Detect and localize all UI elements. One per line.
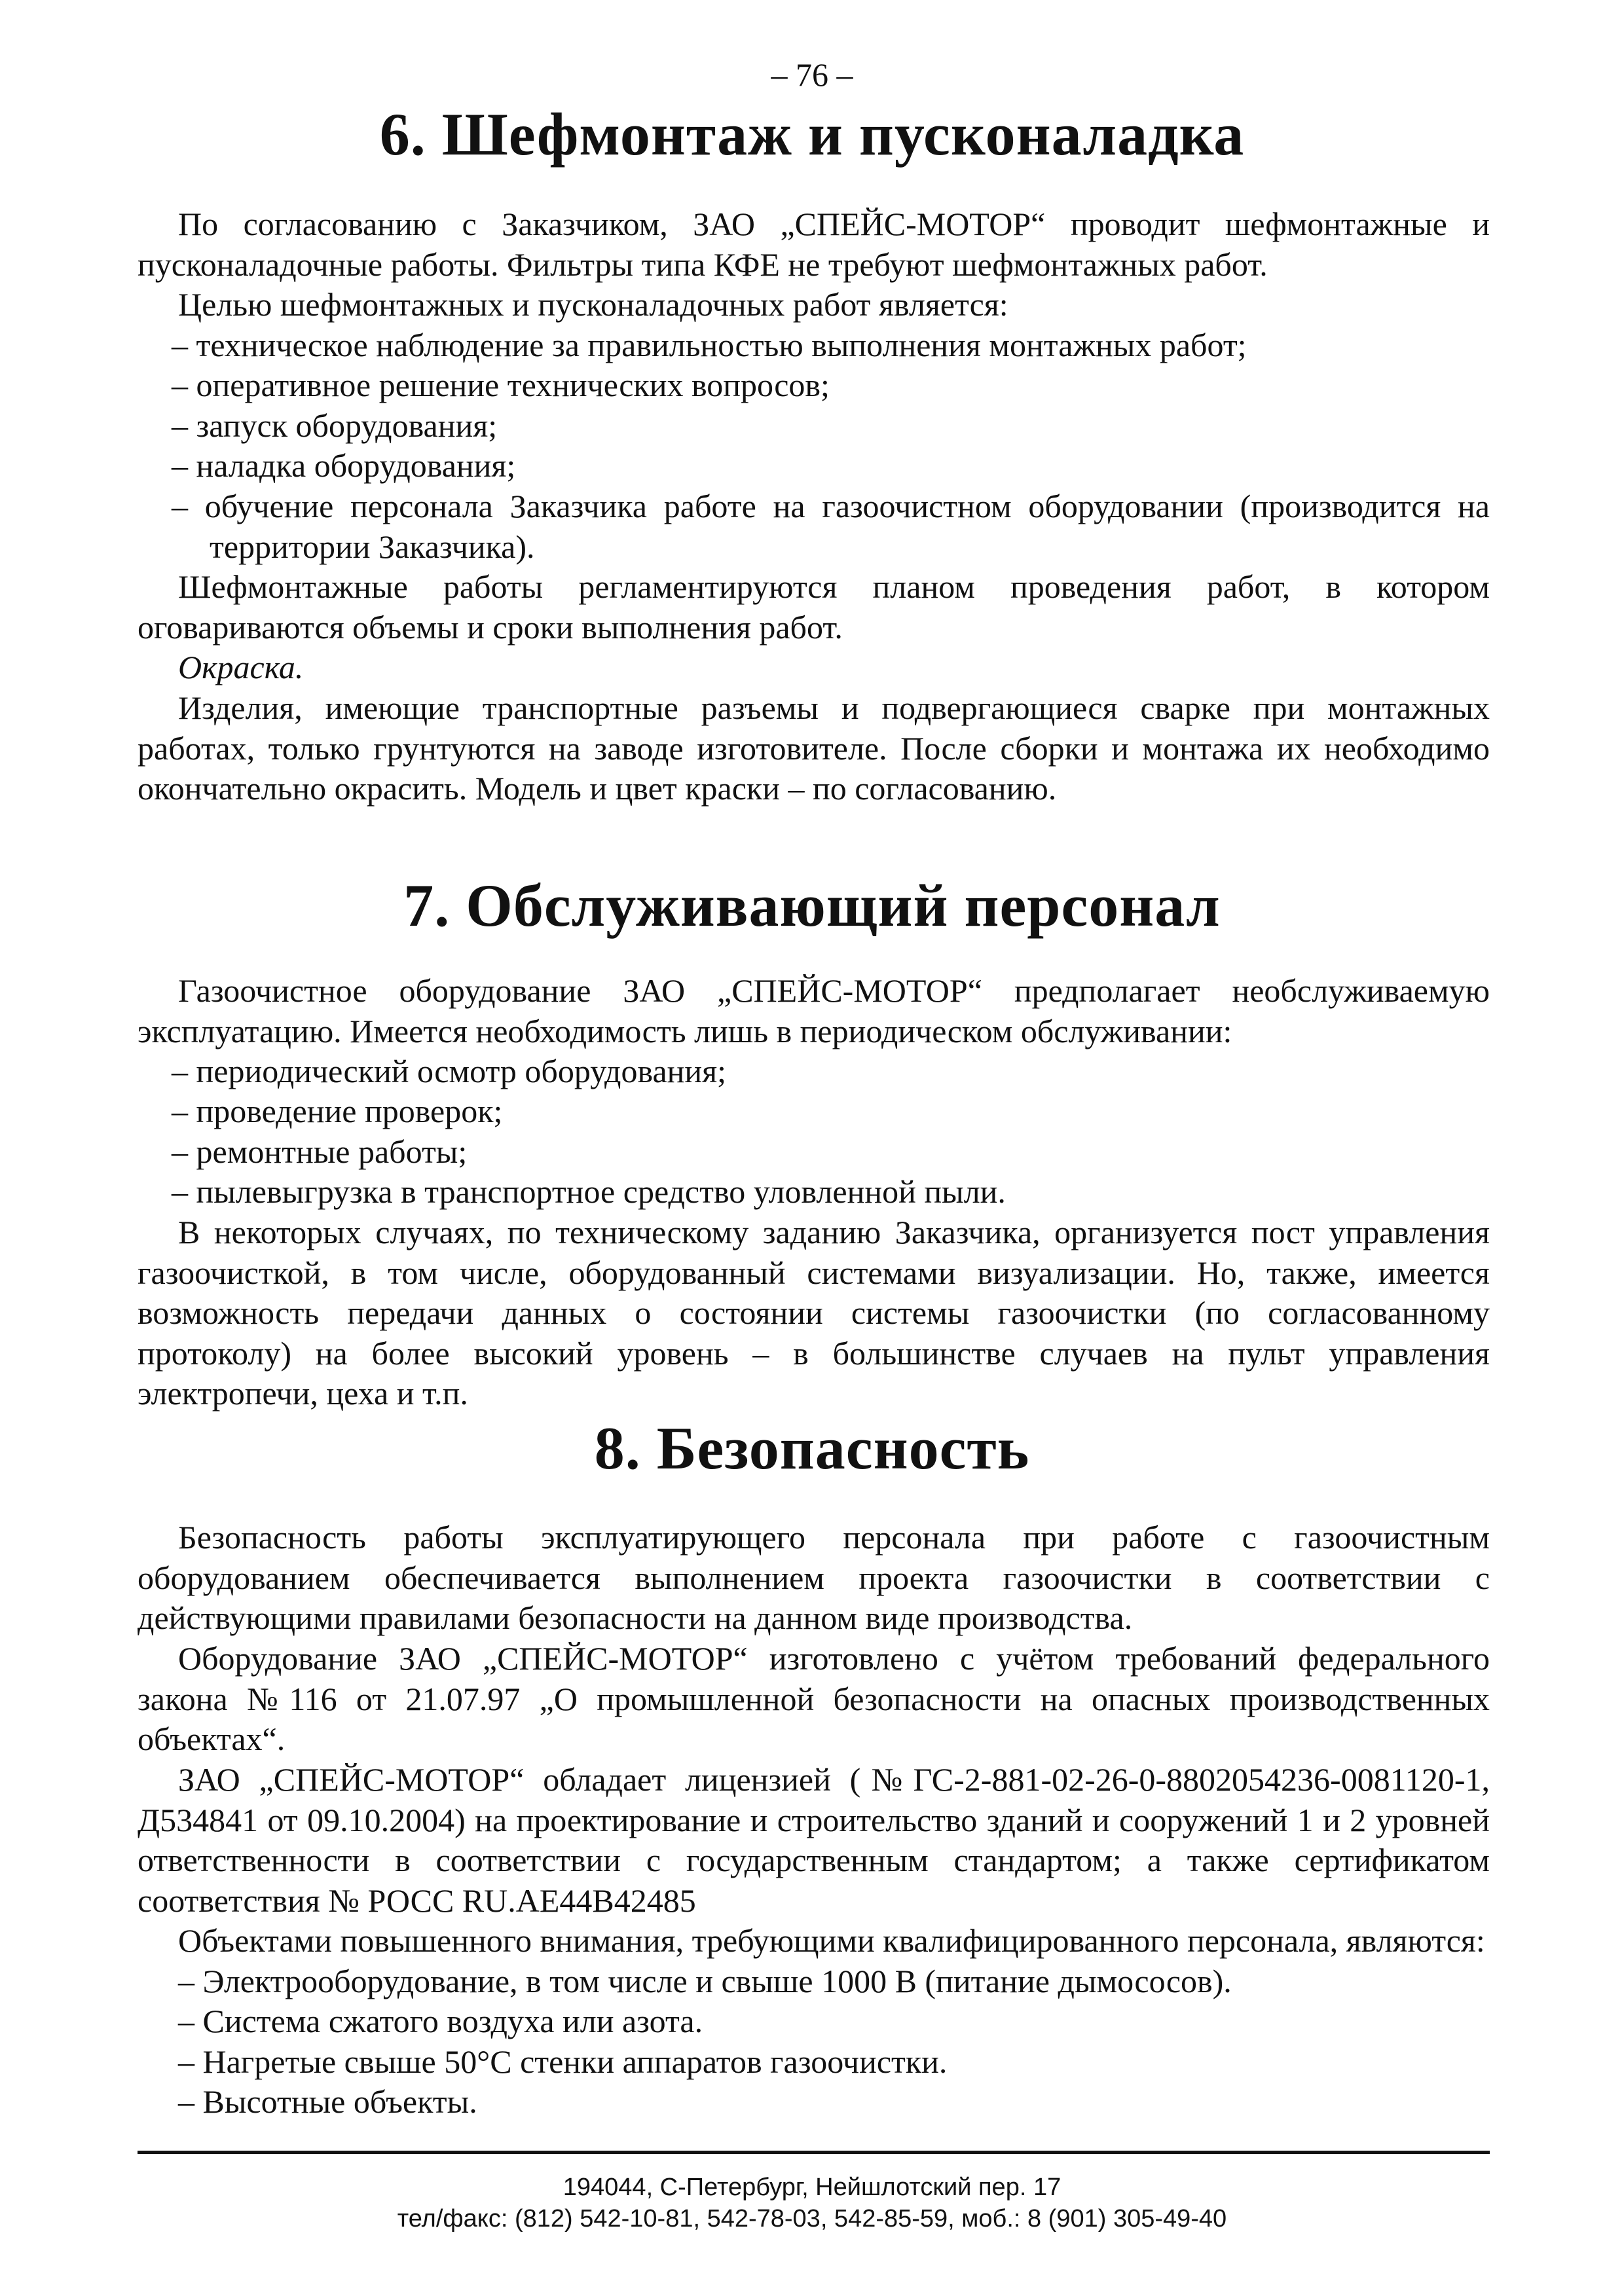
page-number: – 76 – xyxy=(771,56,853,93)
section-6-paragraph-3: Шефмонтажные работы регламентируются планом проведения работ, в котором оговариваются объемы и сроки выполнения работ. xyxy=(138,568,1490,646)
section-7-paragraph-1: Газоочистное оборудование ЗАО „СПЕЙС-МОТОР“ предполагает необслуживаемую эксплуатацию. Имеется необходимость лишь в периодическом обслуживании: xyxy=(138,972,1490,1049)
section-6-paragraph-1: По согласованию с Заказчиком, ЗАО „СПЕЙС-МОТОР“ проводит шефмонтажные и пусконаладочные работы. Фильтры типа КФЕ не требуют шефмонтажных работ. xyxy=(138,206,1490,283)
section-8-list-item: – Система сжатого воздуха или азота. xyxy=(178,2003,703,2039)
section-8-list-item: – Высотные объекты. xyxy=(178,2083,477,2120)
section-8-paragraph-4: Объектами повышенного внимания, требующими квалифицированного персонала, являются: xyxy=(178,1922,1485,1959)
section-6-paragraph-2: Целью шефмонтажных и пусконаладочных работ является: xyxy=(178,286,1008,323)
section-6-paragraph-4: Изделия, имеющие транспортные разъемы и подвергающиеся сварке при монтажных работах, только грунтуются на заводе изготовителе. После сборки и монтажа их необходимо окончательно окрасить. Модель и цвет краски – по согласованию. xyxy=(138,689,1490,807)
section-8-paragraph-3: ЗАО „СПЕЙС-МОТОР“ обладает лицензией (№ГС-2-881-02-26-0-8802054236-0081120-1, Д534841 от 09.10.2004) на проектирование и строительство зданий и сооружений 1 и 2 уровней ответственности в соответствии с государственным стандартом; а также сертификатом соответствия № РОСС RU.AE44B42485 xyxy=(138,1761,1490,1919)
section-8-heading: 8. Безопасность xyxy=(594,1415,1030,1482)
section-7-list-item: – периодический осмотр оборудования; xyxy=(172,1053,727,1089)
section-6-subheading: Окраска. xyxy=(178,649,304,685)
section-8-list-item: – Нагретые свыше 50°С стенки аппаратов газоочистки. xyxy=(178,2043,948,2080)
section-6-heading: 6. Шефмонтаж и пусконаладка xyxy=(379,101,1245,168)
section-7-list-item: – пылевыгрузка в транспортное средство уловленной пыли. xyxy=(172,1173,1006,1210)
section-7-heading: 7. Обслуживающий персонал xyxy=(403,872,1221,939)
section-7-list-item: – ремонтные работы; xyxy=(172,1133,468,1170)
section-6-list-item: – наладка оборудования; xyxy=(172,447,516,484)
section-6-list-item: – техническое наблюдение за правильностью выполнения монтажных работ; xyxy=(172,327,1247,363)
footer-divider xyxy=(138,2151,1490,2154)
section-6-list-item: – обучение персонала Заказчика работе на газоочистном оборудовании (производится на территории Заказчика). xyxy=(172,488,1490,565)
section-8-paragraph-2: Оборудование ЗАО „СПЕЙС-МОТОР“ изготовлено с учётом требований федерального закона №116 от 21.07.97 „О промышленной безопасности на опасных производственных объектах“. xyxy=(138,1640,1490,1757)
section-6-list-item: – оперативное решение технических вопросов; xyxy=(172,367,830,403)
section-8-paragraph-1: Безопасность работы эксплуатирующего персонала при работе с газоочистным оборудованием обеспечивается выполнением проекта газоочистки в соответствии с действующими правилами безопасности на данном виде производства. xyxy=(138,1519,1490,1636)
section-7-paragraph-2: В некоторых случаях, по техническому заданию Заказчика, организуется пост управления газоочисткой, в том числе, оборудованный системами визуализации. Но, также, имеется возможность передачи данных о состоянии системы газоочистки (по согласованному протоколу) на более высокий уровень – в большинстве случаев на пульт управления электропечи, цеха и т.п. xyxy=(138,1214,1490,1412)
footer-address: 194044, С-Петербург, Нейшлотский пер. 17 xyxy=(563,2174,1061,2201)
section-8-list-item: – Электрооборудование, в том числе и свыше 1000 В (питание дымососов). xyxy=(178,1963,1232,1999)
section-7-list-item: – проведение проверок; xyxy=(172,1093,503,1129)
section-6-list-item: – запуск оборудования; xyxy=(172,407,498,444)
footer-contacts: тел/факс: (812) 542-10-81, 542-78-03, 542-85-59, моб.: 8 (901) 305-49-40 xyxy=(397,2205,1227,2232)
